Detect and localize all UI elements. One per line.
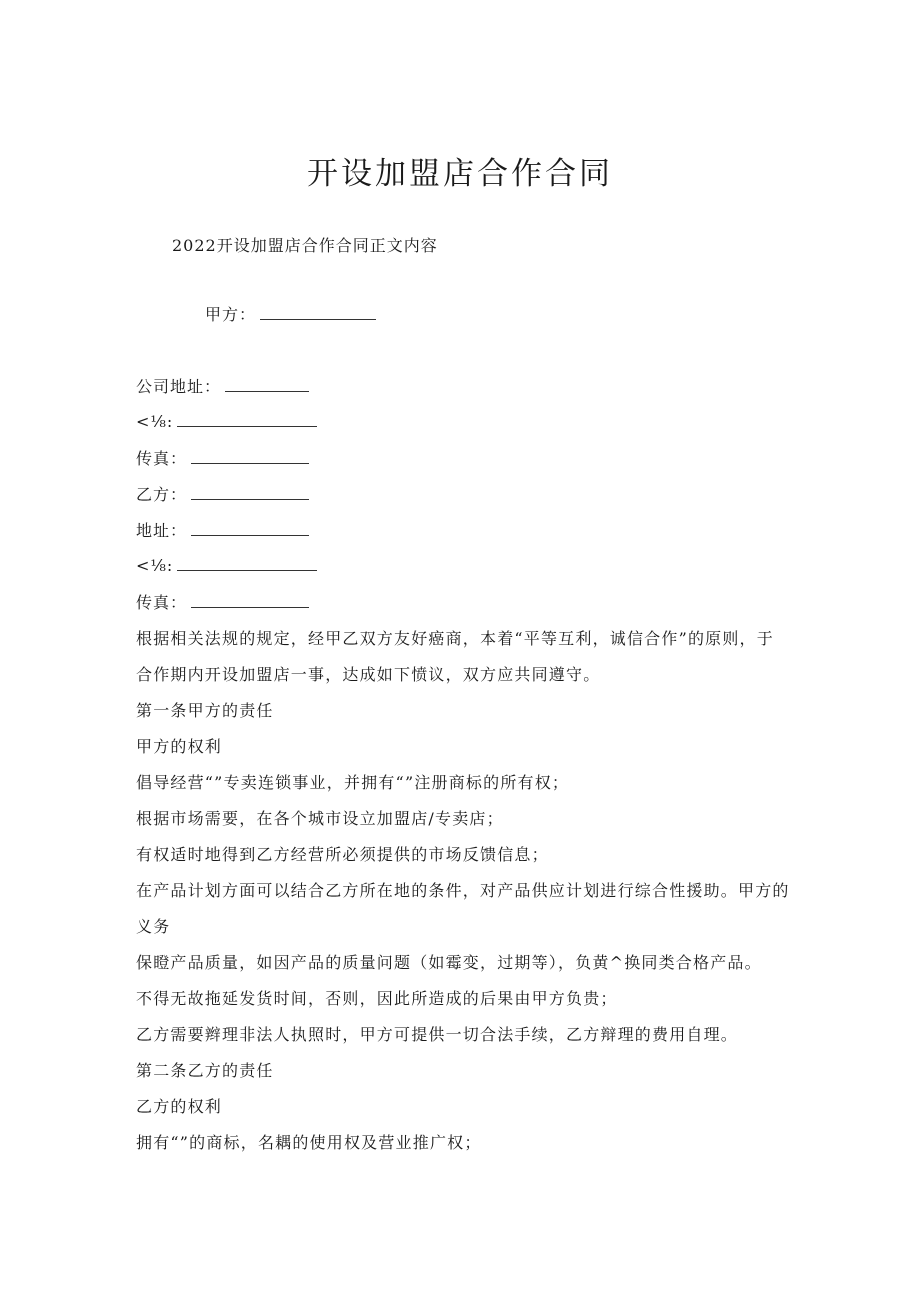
- party-a-obligation-2: 不得无故拖延发货时间，否则，因此所造成的后果由甲方负贵；: [136, 989, 618, 1008]
- field-label: 传真：: [136, 593, 188, 612]
- field-label: 乙方：: [136, 485, 188, 504]
- field-blank: [177, 410, 317, 427]
- field-label: <⅛:: [136, 412, 174, 431]
- preamble-line-2: 合作期内开设加盟店一事，达成如下愤议，双方应共同遵守。: [136, 665, 601, 684]
- field-blank: [225, 375, 309, 392]
- party-a-obligation-3: 乙方需要辫理非法人执照时，甲方可提供一切合法手续，乙方辩理的费用自理。: [136, 1025, 739, 1044]
- field-blank: [191, 447, 309, 464]
- party-a-right-3: 有权适时地得到乙方经营所必须提供的市场反馈信息；: [136, 845, 549, 864]
- party-a-obligation-1: 保瞪产品质量，如因产品的质量问题（如霉变，过期等），负黄^换同类合格产品。: [136, 953, 762, 972]
- article-2-heading: 第二条乙方的责任: [136, 1061, 274, 1080]
- party-a-fax-field: [136, 446, 309, 469]
- field-label: 地址：: [136, 521, 188, 540]
- field-blank: [177, 554, 317, 571]
- document-title: 开设加盟店合作合同: [307, 156, 613, 192]
- party-a-obligations-heading: 义务: [136, 917, 171, 936]
- party-a-rights-heading: 甲方的权利: [136, 737, 223, 756]
- party-b-right-1: 拥有“”的商标，名耦的使用权及营业推广权；: [136, 1133, 482, 1152]
- party-a-phone-field: [136, 410, 317, 431]
- field-blank: [191, 483, 309, 500]
- party-a-intro-line: [205, 302, 376, 325]
- party-a-blank: [260, 303, 376, 320]
- article-1-heading: 第一条甲方的责任: [136, 701, 274, 720]
- field-blank: [191, 591, 309, 608]
- party-a-right-1: 倡导经营“”专卖连锁事业，并拥有“”注册商标的所有权；: [136, 773, 570, 792]
- company-address-field: [136, 374, 309, 397]
- field-label: <⅛:: [136, 556, 174, 575]
- preamble-line-1: 根据相关法规的规定，经甲乙双方友好癌商，本着“平等互利，诚信合作”的原则，于: [136, 629, 774, 648]
- party-a-right-2: 根据市场需要，在各个城市设立加盟店/专卖店；: [136, 809, 504, 828]
- party-a-label: 甲方：: [205, 305, 257, 324]
- document-subtitle: 2022开设加盟店合作合同正文内容: [172, 236, 438, 255]
- party-b-field: [136, 482, 309, 505]
- party-b-phone-field: [136, 554, 317, 575]
- field-blank: [191, 519, 309, 536]
- field-label: 传真：: [136, 449, 188, 468]
- party-b-rights-heading: 乙方的权利: [136, 1097, 223, 1116]
- party-a-right-4: 在产品计划方面可以结合乙方所在地的条件，对产品供应计划进行综合性援助。甲方的: [136, 881, 790, 900]
- party-b-fax-field: [136, 590, 309, 613]
- field-label: 公司地址：: [136, 377, 222, 396]
- party-b-address-field: [136, 518, 309, 541]
